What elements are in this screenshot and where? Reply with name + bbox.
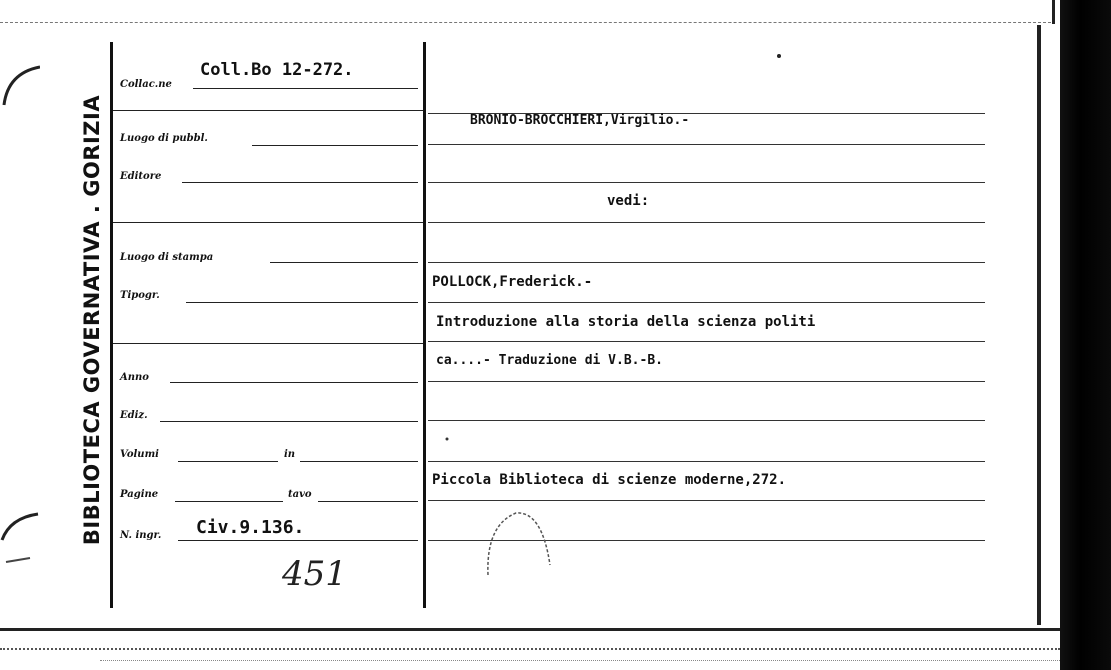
handwritten-number: 451 [282, 554, 347, 594]
entry-see-reference: vedi: [607, 193, 650, 209]
label-volumi: Volumi [120, 449, 159, 460]
line-collocazione [193, 88, 418, 89]
label-numero-ingresso: N. ingr. [120, 530, 162, 541]
label-luogo-stampa: Luogo di stampa [120, 252, 214, 263]
value-numero-ingresso: Civ.9.136. [196, 517, 305, 538]
row-divider-3 [113, 343, 423, 344]
card-top-edge [0, 22, 1051, 23]
line-editore [182, 182, 418, 183]
ink-dot-2 [443, 435, 451, 443]
value-collocazione: Coll.Bo 12-272. [200, 60, 354, 80]
label-tipografia: Tipogr. [120, 290, 160, 301]
punch-hole-arc-bottom [0, 500, 40, 580]
right-rule-8 [428, 381, 985, 382]
card-right-tick [1052, 0, 1055, 24]
faint-stamp-mark [480, 505, 560, 585]
label-tavole: tavo [288, 489, 312, 500]
entry-series: Piccola Biblioteca di scienze moderne,272. [432, 472, 787, 488]
right-rule-2 [428, 144, 985, 145]
line-in [300, 461, 418, 462]
right-rule-11 [428, 500, 985, 501]
line-tipografia [186, 302, 418, 303]
label-editore: Editore [120, 171, 162, 182]
line-numero-ingresso [178, 540, 418, 541]
card-bottom-edge [0, 628, 1060, 631]
label-anno: Anno [120, 372, 149, 383]
scan-bottom-noise [0, 648, 1060, 650]
label-in: in [284, 449, 296, 460]
line-luogo-stampa [270, 262, 418, 263]
right-rule-7 [428, 341, 985, 342]
right-rule-5 [428, 262, 985, 263]
right-rule-6 [428, 302, 985, 303]
entry-title-line-1: Introduzione alla storia della scienza politi [436, 314, 816, 330]
line-anno [170, 382, 418, 383]
line-edizione [160, 421, 418, 422]
right-rule-10 [428, 461, 985, 462]
row-divider-2 [113, 222, 423, 223]
label-luogo-pubblicazione: Luogo di pubbl. [120, 133, 208, 144]
line-tavole [318, 501, 418, 502]
label-pagine: Pagine [120, 489, 159, 500]
left-column-divider [110, 42, 113, 608]
label-collocazione: Collac.ne [120, 79, 172, 90]
scan-border-dark [1060, 0, 1111, 670]
entry-heading: BRONIO-BROCCHIERI,Virgilio.- [470, 113, 690, 128]
right-rule-3 [428, 182, 985, 183]
library-stamp: BIBLIOTECA GOVERNATIVA . GORIZIA [80, 94, 104, 546]
card-right-edge [1037, 25, 1041, 625]
center-column-divider [423, 42, 426, 608]
entry-title-line-2: ca....- Traduzione di V.B.-B. [436, 353, 663, 368]
line-luogo-pubblicazione [252, 145, 418, 146]
ink-dot [775, 52, 783, 60]
label-edizione: Ediz. [120, 410, 148, 421]
line-pagine [175, 501, 283, 502]
right-rule-4 [428, 222, 985, 223]
row-divider-1 [113, 110, 423, 111]
entry-author: POLLOCK,Frederick.- [432, 274, 593, 290]
line-volumi [178, 461, 278, 462]
scan-bottom-noise-2 [100, 660, 1060, 661]
punch-hole-arc-top [0, 55, 40, 155]
right-rule-9 [428, 420, 985, 421]
